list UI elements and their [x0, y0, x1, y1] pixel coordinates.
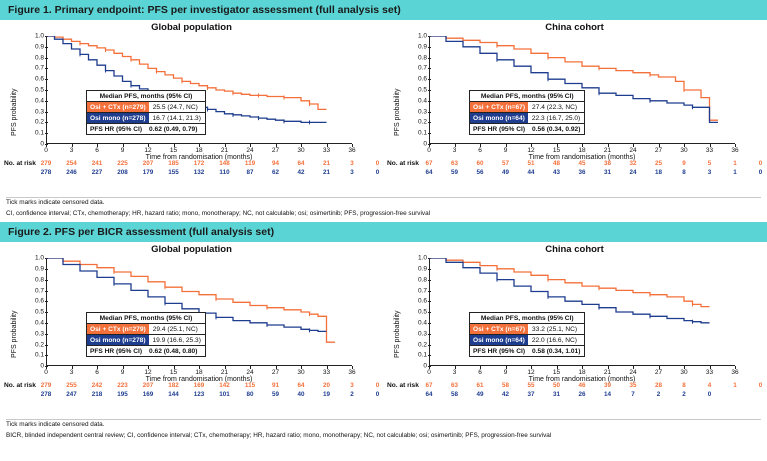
legend-arm-value: 27.4 (22.3, NC) [532, 103, 578, 111]
risk-row [425, 382, 763, 391]
x-tick-label: 0 [427, 147, 431, 154]
y-tick-label: 0.2 [417, 118, 427, 126]
y-tick-label: 0.4 [417, 97, 427, 105]
risk-value: 278 [40, 391, 52, 399]
risk-title: No. at risk [4, 160, 36, 167]
risk-value: 246 [66, 169, 77, 176]
x-tick-label: 27 [271, 147, 280, 154]
x-tick-label: 33 [705, 147, 714, 154]
risk-value: 91 [271, 382, 280, 390]
risk-value: 101 [219, 391, 230, 399]
risk-title: No. at risk [387, 382, 419, 390]
panel-title: Global population [151, 22, 232, 33]
risk-value: 0 [375, 169, 380, 176]
risk-value: 0 [758, 382, 763, 390]
risk-value: 1 [733, 160, 737, 167]
risk-row [40, 169, 380, 178]
legend-row [87, 113, 205, 124]
y-tick-label: 0.5 [34, 308, 44, 316]
x-tick-label: 3 [69, 147, 74, 154]
legend-arm-label: Osi mono (n=278) [87, 113, 149, 123]
x-tick-label: 9 [503, 147, 508, 154]
risk-value: 223 [117, 382, 128, 390]
panel-title: China cohort [545, 244, 604, 256]
legend-row [87, 324, 205, 335]
risk-value: 142 [219, 382, 230, 390]
x-axis-label: Time from randomisation (months) [145, 376, 253, 384]
x-tick-label: 15 [169, 369, 178, 377]
risk-value: 278 [40, 169, 52, 176]
risk-value: 4 [707, 382, 712, 390]
risk-value: 110 [219, 169, 230, 176]
y-tick-label: 0.2 [34, 341, 44, 349]
y-tick-label: 0.3 [34, 108, 44, 116]
panel-title: Global population [151, 244, 232, 256]
risk-value: 207 [142, 160, 154, 167]
x-tick-label: 3 [452, 147, 457, 154]
x-tick-label: 18 [195, 369, 203, 377]
x-tick-label: 36 [348, 147, 356, 154]
y-tick-label: 0.5 [417, 308, 427, 316]
risk-value: 172 [193, 160, 205, 167]
risk-value: 43 [552, 169, 561, 176]
legend-row [470, 113, 584, 124]
risk-value: 87 [246, 169, 254, 176]
risk-value: 144 [168, 391, 179, 399]
figure-1 [0, 0, 767, 219]
x-tick-label: 6 [95, 369, 99, 377]
x-axis-label: Time from randomisation (months) [528, 154, 636, 161]
risk-value: 35 [629, 382, 637, 390]
y-tick-label: 0.2 [417, 341, 427, 349]
x-tick-label: 0 [44, 147, 48, 154]
median-pfs-legend [469, 312, 585, 357]
x-tick-label: 9 [503, 369, 508, 377]
figure-2-footnote-1: Tick marks indicate censored data. [6, 421, 105, 429]
risk-value: 63 [450, 382, 459, 390]
legend-row [470, 102, 584, 113]
risk-value: 227 [91, 169, 103, 176]
risk-value: 42 [297, 169, 305, 176]
y-axis-ticks [403, 254, 427, 370]
risk-value: 7 [631, 391, 635, 399]
y-tick-label: 0.1 [417, 351, 427, 359]
x-tick-label: 9 [120, 147, 125, 154]
y-tick-label: 0.4 [417, 319, 427, 327]
y-tick-label: 0.6 [417, 297, 427, 305]
hr-label: PFS HR (95% CI) [473, 347, 526, 355]
x-tick-label: 18 [195, 147, 203, 154]
y-tick-label: 0.2 [34, 118, 44, 126]
risk-value: 0 [758, 169, 763, 176]
y-axis-label: PFS probability [11, 88, 18, 136]
risk-value: 64 [425, 391, 433, 399]
y-tick-label: 0.1 [34, 351, 44, 359]
x-tick-label: 27 [654, 147, 663, 154]
y-tick-label: 1.0 [417, 254, 427, 262]
hr-label: PFS HR (95% CI) [90, 125, 143, 133]
risk-value: 37 [527, 391, 535, 399]
risk-value: 26 [578, 391, 586, 399]
legend-row [87, 335, 205, 346]
x-tick-label: 33 [322, 369, 331, 377]
hr-value: 0.62 (0.48, 0.80) [149, 347, 198, 355]
legend-arm-value: 22.3 (16.7, 25.0) [531, 114, 581, 122]
risk-value: 67 [425, 382, 433, 390]
y-tick-label: 0 [40, 362, 44, 370]
risk-value: 31 [552, 391, 561, 399]
legend-arm-label: Osi + CTx (n=279) [87, 324, 149, 334]
risk-value: 55 [527, 382, 535, 390]
y-tick-label: 0.9 [417, 43, 427, 51]
risk-value: 155 [168, 169, 179, 176]
risk-value: 254 [66, 160, 77, 167]
y-tick-label: 0.3 [417, 330, 427, 338]
x-tick-label: 36 [731, 147, 739, 154]
risk-value: 225 [117, 160, 128, 167]
median-pfs-legend [469, 90, 585, 135]
risk-value: 39 [603, 382, 612, 390]
y-tick-label: 0 [423, 362, 427, 370]
hr-label: PFS HR (95% CI) [473, 125, 526, 133]
risk-value: 57 [501, 160, 510, 167]
panel-global-bicr [0, 242, 383, 417]
y-tick-label: 1.0 [34, 32, 44, 40]
x-tick-label: 36 [731, 369, 739, 377]
y-tick-label: 0 [423, 140, 427, 148]
y-tick-label: 0.6 [417, 75, 427, 83]
x-tick-label: 21 [220, 147, 229, 154]
y-tick-label: 0.6 [34, 297, 44, 305]
risk-value: 242 [91, 382, 103, 390]
x-tick-label: 12 [527, 369, 535, 377]
risk-value: 5 [707, 160, 712, 167]
risk-value: 64 [425, 169, 433, 176]
y-tick-label: 0.7 [34, 287, 44, 295]
x-tick-label: 18 [578, 369, 586, 377]
legend-arm-value: 33.2 (25.1, NC) [532, 325, 578, 333]
legend-arm-value: 22.0 (16.6, NC) [531, 336, 577, 344]
hr-label: PFS HR (95% CI) [90, 347, 143, 355]
y-tick-label: 0.8 [34, 276, 44, 284]
y-tick-label: 0.6 [34, 75, 44, 83]
x-tick-label: 15 [552, 147, 561, 154]
risk-value: 20 [322, 382, 331, 390]
legend-header: Median PFS, months (95% CI) [480, 314, 574, 322]
y-tick-label: 0.8 [34, 54, 44, 62]
x-tick-label: 33 [322, 147, 331, 154]
y-tick-label: 0.7 [417, 287, 427, 295]
risk-value: 182 [168, 382, 179, 390]
y-tick-label: 0.5 [34, 86, 44, 94]
x-tick-label: 30 [297, 369, 305, 377]
risk-value: 148 [219, 160, 230, 167]
hr-value: 0.62 (0.49, 0.79) [149, 125, 198, 133]
risk-value: 61 [476, 382, 484, 390]
risk-value: 3 [350, 169, 354, 176]
y-tick-label: 0.5 [417, 86, 427, 94]
legend-hr-row [470, 346, 584, 356]
risk-value: 207 [142, 382, 154, 390]
x-tick-label: 36 [348, 369, 356, 377]
risk-value: 21 [322, 160, 331, 167]
figure-2-title: Figure 2. PFS per BICR assessment (full analysis set) [8, 226, 275, 239]
y-axis-ticks [20, 254, 44, 370]
x-tick-label: 6 [478, 369, 482, 377]
risk-value: 94 [271, 160, 280, 167]
x-tick-label: 33 [705, 369, 714, 377]
legend-hr-row [87, 346, 205, 356]
risk-value: 195 [117, 391, 128, 399]
risk-value: 119 [244, 160, 256, 167]
y-tick-label: 0.4 [34, 319, 44, 327]
risk-value: 14 [603, 391, 612, 399]
y-axis-ticks [403, 32, 427, 148]
risk-row [425, 169, 763, 178]
risk-value: 62 [271, 169, 280, 176]
y-tick-label: 0 [40, 140, 44, 148]
risk-value: 63 [450, 160, 459, 167]
risk-value: 50 [552, 382, 561, 390]
x-tick-label: 27 [654, 369, 663, 377]
risk-value: 56 [476, 169, 484, 176]
risk-value: 64 [297, 382, 305, 390]
risk-value: 40 [297, 391, 305, 399]
risk-value: 132 [193, 169, 205, 176]
risk-value: 179 [142, 169, 154, 176]
risk-value: 24 [629, 169, 637, 176]
x-tick-label: 24 [246, 369, 254, 377]
risk-value: 0 [758, 160, 763, 167]
risk-value: 218 [91, 391, 103, 399]
risk-value: 64 [297, 160, 305, 167]
risk-row [40, 391, 380, 400]
legend-row [470, 335, 584, 346]
risk-value: 49 [476, 391, 484, 399]
legend-arm-value: 29.4 (25.1, NC) [152, 325, 198, 333]
y-tick-label: 0.9 [34, 43, 44, 51]
x-tick-label: 30 [680, 369, 688, 377]
x-tick-label: 12 [527, 147, 535, 154]
risk-value: 0 [375, 391, 380, 399]
x-tick-label: 24 [629, 369, 637, 377]
y-tick-label: 0.8 [417, 276, 427, 284]
risk-value: 45 [578, 160, 586, 167]
risk-value: 2 [350, 391, 354, 399]
risk-value: 46 [578, 382, 586, 390]
risk-value: 48 [552, 160, 561, 167]
x-tick-label: 18 [578, 147, 586, 154]
risk-value: 60 [476, 160, 484, 167]
legend-arm-label: Osi mono (n=64) [470, 113, 528, 123]
risk-value: 169 [142, 391, 154, 399]
x-tick-label: 12 [144, 147, 152, 154]
risk-value: 241 [91, 160, 103, 167]
y-tick-label: 1.0 [34, 254, 44, 262]
y-tick-label: 0.9 [417, 265, 427, 273]
y-axis-label: PFS probability [394, 88, 401, 136]
x-tick-label: 27 [271, 369, 280, 377]
y-axis-label: PFS probability [11, 310, 18, 359]
y-tick-label: 0.4 [34, 97, 44, 105]
y-axis-label: PFS probability [394, 310, 401, 359]
hr-value: 0.56 (0.34, 0.92) [532, 125, 581, 133]
risk-value: 58 [450, 391, 459, 399]
risk-value: 3 [707, 169, 712, 176]
median-pfs-legend [86, 90, 206, 135]
panel-title: China cohort [545, 22, 604, 33]
risk-value: 0 [375, 382, 380, 390]
legend-arm-value: 16.7 (14.1, 21.3) [152, 114, 201, 122]
y-tick-label: 0.3 [34, 330, 44, 338]
legend-arm-label: Osi + CTx (n=67) [470, 102, 528, 112]
risk-value: 8 [682, 169, 686, 176]
risk-value: 8 [682, 382, 686, 390]
y-tick-label: 1.0 [417, 32, 427, 40]
hr-value: 0.58 (0.34, 1.01) [532, 347, 581, 355]
risk-value: 21 [322, 169, 331, 176]
x-tick-label: 6 [95, 147, 99, 154]
risk-value: 3 [350, 160, 354, 167]
risk-value: 38 [603, 160, 612, 167]
risk-value: 80 [246, 391, 254, 399]
figure-2-footnote-2: BICR, blinded independent central review; CI, confidence interval; CTx, chemotherapy; HR, hazard ratio; mono, monotherapy; NC, not calculable; osi; osimertinib; PFS, progression-free survival [6, 431, 552, 439]
x-axis-label: Time from randomisation (months) [145, 154, 253, 161]
risk-value: 18 [654, 169, 663, 176]
figure-1-band [0, 0, 767, 20]
legend-arm-value: 19.9 (16.6, 25.3) [152, 336, 201, 344]
risk-value: 1 [733, 169, 737, 176]
risk-value: 25 [654, 160, 663, 167]
risk-value: 49 [501, 169, 510, 176]
x-tick-label: 9 [120, 369, 125, 377]
risk-value: 0 [375, 160, 380, 167]
risk-row [425, 160, 763, 169]
risk-value: 42 [501, 391, 510, 399]
risk-value: 59 [450, 169, 459, 176]
x-tick-label: 21 [603, 147, 612, 154]
risk-value: 31 [603, 169, 612, 176]
y-tick-label: 0.9 [34, 265, 44, 273]
legend-arm-value: 25.5 (24.7, NC) [152, 103, 198, 111]
panel-china-bicr [383, 242, 766, 417]
risk-value: 123 [193, 391, 205, 399]
panel-china-inv [383, 20, 766, 195]
risk-value: 1 [733, 382, 737, 390]
legend-header: Median PFS, months (95% CI) [99, 314, 193, 322]
legend-arm-label: Osi + CTx (n=67) [470, 324, 528, 334]
risk-value: 9 [682, 160, 686, 167]
y-tick-label: 0.1 [34, 129, 44, 137]
risk-value: 115 [244, 382, 256, 390]
risk-value: 32 [629, 160, 637, 167]
y-axis-ticks [20, 32, 44, 148]
risk-value: 169 [193, 382, 205, 390]
risk-value: 59 [271, 391, 280, 399]
panel-global-inv [0, 20, 383, 195]
legend-arm-label: Osi mono (n=278) [87, 335, 149, 345]
x-tick-label: 12 [144, 369, 152, 377]
x-tick-label: 3 [69, 369, 74, 377]
risk-value: 208 [117, 169, 128, 176]
x-tick-label: 30 [680, 147, 688, 154]
figure-1-footnote-2: CI, confidence interval; CTx, chemotherapy; HR, hazard ratio; mono, monotherapy; NC, not calculable; osi; osimertinib; PFS, progression-free survival [6, 209, 431, 217]
y-tick-label: 0.7 [34, 64, 44, 72]
risk-value: 36 [578, 169, 586, 176]
risk-value: 44 [527, 169, 535, 176]
risk-row [40, 382, 380, 391]
y-tick-label: 0.7 [417, 64, 427, 72]
x-tick-label: 24 [246, 147, 254, 154]
risk-value: 28 [654, 382, 663, 390]
risk-value: 19 [322, 391, 331, 399]
figure-1-footnote-1: Tick marks indicate censored data. [6, 199, 105, 206]
risk-value: 51 [527, 160, 535, 167]
figure-2 [0, 222, 767, 441]
legend-header: Median PFS, months (95% CI) [99, 92, 193, 100]
risk-value: 255 [66, 382, 77, 390]
risk-value: 58 [501, 382, 510, 390]
x-tick-label: 24 [629, 147, 637, 154]
legend-hr-row [87, 124, 205, 134]
x-tick-label: 0 [44, 369, 48, 377]
x-tick-label: 0 [427, 369, 431, 377]
legend-hr-row [470, 124, 584, 134]
legend-arm-label: Osi mono (n=64) [470, 335, 528, 345]
risk-value: 185 [168, 160, 179, 167]
x-axis-label: Time from randomisation (months) [528, 376, 636, 384]
x-tick-label: 30 [297, 147, 305, 154]
risk-value: 247 [66, 391, 77, 399]
y-tick-label: 0.1 [417, 129, 427, 137]
figure-2-panels [0, 242, 767, 417]
risk-value: 3 [350, 382, 354, 390]
x-tick-label: 3 [452, 369, 457, 377]
risk-value: 0 [707, 391, 712, 399]
risk-value: 67 [425, 160, 433, 167]
risk-value: 279 [40, 382, 52, 390]
figure-1-title: Figure 1. Primary endpoint: PFS per investigator assessment (full analysis set) [8, 4, 401, 16]
x-tick-label: 6 [478, 147, 482, 154]
legend-row [87, 102, 205, 113]
risk-title: No. at risk [4, 382, 36, 390]
x-tick-label: 21 [220, 369, 229, 377]
x-tick-label: 15 [169, 147, 178, 154]
y-tick-label: 0.8 [417, 54, 427, 62]
median-pfs-legend [86, 312, 206, 357]
figure-1-panels [0, 20, 767, 195]
risk-value: 279 [40, 160, 52, 167]
km-curve-osi-ctx [429, 258, 710, 307]
legend-header: Median PFS, months (95% CI) [480, 92, 574, 100]
risk-row [40, 160, 380, 169]
risk-value: 2 [656, 391, 661, 399]
risk-row [425, 391, 735, 400]
x-tick-label: 15 [552, 369, 561, 377]
x-tick-label: 21 [603, 369, 612, 377]
y-tick-label: 0.3 [417, 108, 427, 116]
figure-2-band [0, 222, 767, 242]
legend-arm-label: Osi + CTx (n=279) [87, 102, 149, 112]
legend-row [470, 324, 584, 335]
risk-title: No. at risk [387, 160, 419, 167]
risk-value: 2 [682, 391, 686, 399]
